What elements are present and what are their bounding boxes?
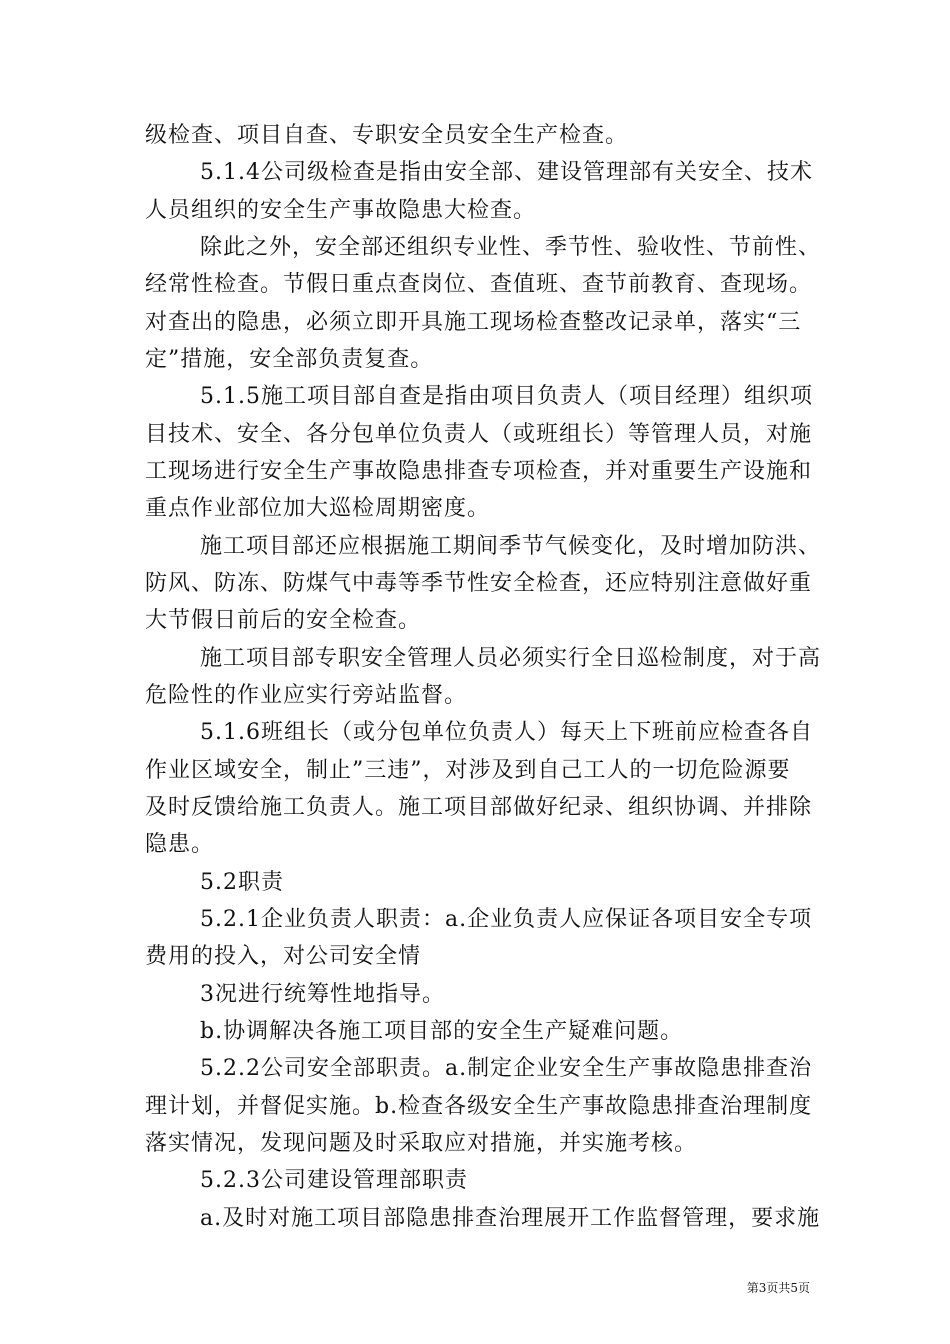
text-line: 费用的投入，对公司安全情 bbox=[145, 944, 422, 969]
text-line: 理计划，并督促实施。b.检查各级安全生产事故隐患排查治理制度 bbox=[145, 1094, 813, 1119]
text-line: 重点作业部位加大巡检周期密度。 bbox=[145, 496, 491, 521]
text-line: 经常性检查。节假日重点查岗位、查值班、查节前教育、查现场。 bbox=[145, 272, 813, 297]
text-line: 5.2.2公司安全部职责。a.制定企业安全生产事故隐患排查治 bbox=[200, 1056, 813, 1081]
text-line: 定”措施，安全部负责复查。 bbox=[145, 347, 434, 372]
text-line: 工现场进行安全生产事故隐患排查专项检查，并对重要生产设施和 bbox=[145, 459, 813, 484]
text-line: 5.2.1企业负责人职责：a.企业负责人应保证各项目安全专项 bbox=[200, 907, 813, 932]
page-number: 第3页共5页 bbox=[746, 1281, 810, 1295]
section-heading: 5.2职责 bbox=[200, 870, 284, 895]
text-line: 大节假日前后的安全检查。 bbox=[145, 608, 422, 633]
text-line: 隐患。 bbox=[145, 832, 215, 857]
text-line: 3况进行统筹性地指导。 bbox=[200, 982, 445, 1007]
text-line: 除此之外，安全部还组织专业性、季节性、验收性、节前性、 bbox=[200, 235, 822, 260]
text-line: 危险性的作业应实行旁站监督。 bbox=[145, 683, 468, 708]
text-line: 施工项目部还应根据施工期间季节气候变化，及时增加防洪、 bbox=[200, 534, 822, 559]
text-line: a.及时对施工项目部隐患排查治理展开工作监督管理，要求施 bbox=[200, 1206, 821, 1231]
text-line: 人员组织的安全生产事故隐患大检查。 bbox=[145, 198, 537, 223]
text-line: 施工项目部专职安全管理人员必须实行全日巡检制度，对于高 bbox=[200, 646, 822, 671]
text-line: 对查出的隐患，必须立即开具施工现场检查整改记录单，落实“三 bbox=[145, 310, 802, 335]
text-line: 5.1.5施工项目部自查是指由项目负责人（项目经理）组织项 bbox=[200, 384, 813, 409]
text-line: 落实情况，发现问题及时采取应对措施，并实施考核。 bbox=[145, 1131, 698, 1156]
section-heading: 5.2.3公司建设管理部职责 bbox=[200, 1168, 468, 1193]
text-line: 目技术、安全、各分包单位负责人（或班组长）等管理人员，对施 bbox=[145, 422, 813, 447]
text-line: 级检查、项目自查、专职安全员安全生产检查。 bbox=[145, 123, 629, 148]
text-line: 及时反馈给施工负责人。施工项目部做好纪录、组织协调、并排除 bbox=[145, 795, 813, 820]
text-line: 防风、防冻、防煤气中毒等季节性安全检查，还应特别注意做好重 bbox=[145, 571, 813, 596]
text-line: 5.1.6班组长（或分包单位负责人）每天上下班前应检查各自 bbox=[200, 720, 813, 745]
text-line: b.协调解决各施工项目部的安全生产疑难问题。 bbox=[200, 1019, 684, 1044]
text-line: 5.1.4公司级检查是指由安全部、建设管理部有关安全、技术 bbox=[200, 160, 813, 185]
text-line: 作业区域安全，制止”三违”，对涉及到自己工人的一切危险源要 bbox=[145, 758, 791, 783]
